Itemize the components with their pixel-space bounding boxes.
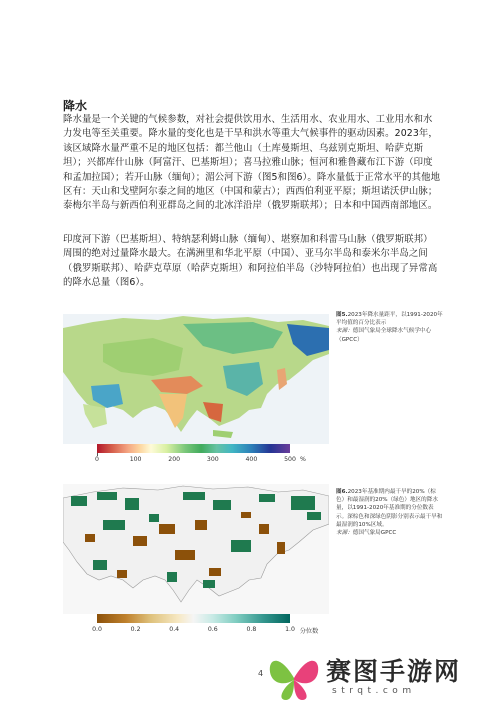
figure6-caption xyxy=(336,488,444,537)
paragraph-precipitation-deficit: 降水量是一个关键的气候参数，对社会提供饮用水、生活用水、农业用水、工业用水和水力发电等至关重要。降水量的变化也是干旱和洪水等重大气候事件的驱动因素。2023年，该区域降水量严重不足的地区包括：都兰他山（土库曼斯坦、乌兹别克斯坦、哈萨克斯坦）；兴都库什山脉（阿富汗、巴基斯坦）；喜马拉雅山脉；恒河和雅鲁藏布江下游（印度和孟加拉国）；若开山脉（缅甸）；湄公河下游（图5和图6）。降水量低于正常水平的其他地区有：天山和戈壁阿尔泰之间的地区（中国和蒙古）；西西伯利亚平原；斯坦诺沃伊山脉；泰梅尔半岛与新西伯利亚群岛之间的北冰洋沿岸（俄罗斯联邦）；日本和中国西南部地区。 xyxy=(63,114,441,212)
figure6-caption-text: 2023年基准期内最干旱的20%（棕色）和最湿润的20%（绿色）地区的降水量，以1991-2020年基准期的分位数表示。深棕色和深绿色阴影分别表示最干旱和最湿润的10%区域。 xyxy=(336,489,443,528)
figure5-map-graphic xyxy=(63,314,329,444)
figure5-caption xyxy=(336,311,444,344)
figure6-tick-1.0: 1.0 xyxy=(285,626,295,633)
figure5-tick-200: 200 xyxy=(168,456,181,463)
figure6-caption-label: 图6. xyxy=(336,489,348,495)
figure6-tick-0.6: 0.6 xyxy=(207,626,218,633)
figure5-tick-300: 300 xyxy=(206,456,219,463)
figure5-tick-400: 400 xyxy=(245,456,258,463)
watermark-text: 赛图手游网 xyxy=(326,657,462,686)
figure5-tick-500: 500 xyxy=(284,456,296,463)
page-number: 4 xyxy=(258,669,264,678)
figure6-map-graphic xyxy=(63,484,329,614)
figure5-colorbar-unit: % xyxy=(300,456,306,463)
figure5-precipitation-anomaly-map xyxy=(63,314,329,444)
figure6-source-label: 来源： xyxy=(336,530,353,537)
figure5-source-label: 来源： xyxy=(336,328,353,335)
watermark-url: strqt.com xyxy=(332,686,416,696)
figure6-colorbar xyxy=(97,614,290,623)
figure5-caption-text: 2023年降水量距平，以1991-2020年平均值的百分比表示 xyxy=(336,312,443,327)
figure6-tick-0.8: 0.8 xyxy=(246,626,257,633)
figure6-precipitation-quantile-map xyxy=(63,484,329,614)
paragraph-precipitation-excess: 印度河下游（巴基斯坦）、特纳瑟利姆山脉（缅甸）、堪察加和科雷马山脉（俄罗斯联邦）周围的绝对过量降水最大。在满洲里和华北平原（中国）、亚马尔半岛和泰米尔半岛之间（俄罗斯联邦）、哈萨克草原（哈萨克斯坦）和阿拉伯半岛（沙特阿拉伯）也出现了异常高的降水总量（图6）。 xyxy=(63,234,438,289)
figure5-colorbar-ticks xyxy=(97,453,317,465)
figure6-colorbar-ticks xyxy=(92,623,327,635)
watermark xyxy=(256,648,500,707)
figure6-tick-0.4: 0.4 xyxy=(169,626,180,633)
figure5-source-text: 德国气象局全球降水气候学中心（GPCC） xyxy=(336,328,432,343)
figure6-tick-0.2: 0.2 xyxy=(130,626,141,633)
section-heading: 降水 xyxy=(63,99,88,113)
figure5-tick-0: 0 xyxy=(95,456,99,463)
figure5-tick-100: 100 xyxy=(129,456,142,463)
figure5-caption-label: 图5. xyxy=(336,312,348,318)
butterfly-logo-icon xyxy=(266,652,322,704)
figure6-tick-0.0: 0.0 xyxy=(92,626,102,633)
figure6-source-text: 德国气象局GPCC xyxy=(352,530,397,537)
figure5-colorbar xyxy=(97,444,290,453)
figure6-colorbar-unit: 分位数 xyxy=(299,628,319,635)
